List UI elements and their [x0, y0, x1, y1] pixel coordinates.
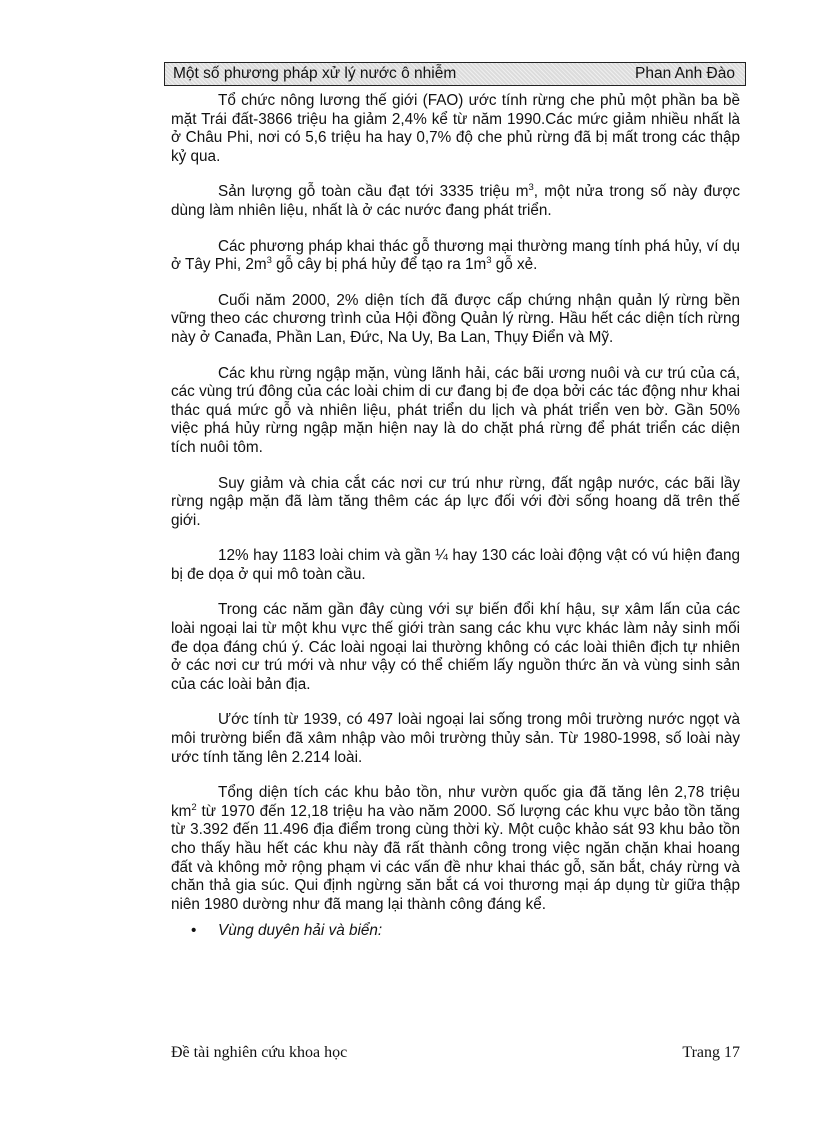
paragraph-threatened-species: 12% hay 1183 loài chim và gần ¼ hay 130 các loài động vật có vú hiện đang bị đe dọa ở qui mô toàn cầu. — [171, 547, 740, 583]
bullet-icon: • — [191, 922, 197, 940]
header-title: Một số phương pháp xử lý nước ô nhiễm — [173, 65, 457, 82]
footer-left: Đề tài nghiên cứu khoa học — [171, 1044, 348, 1061]
paragraph-wood-production: Sản lượng gỗ toàn cầu đạt tới 3335 triệu $m^3$, một nửa trong số này được dùng làm nhiên liệu, nhất là ở các nước đang phát triển. — [171, 182, 740, 219]
paragraph-protected-areas: Tổng diện tích các khu bảo tồn, như vườn quốc gia đã tăng lên 2,78 triệu $km^2$ từ 1970 đến 12,18 triệu ha vào năm 2000. Số lượng các khu vực bảo tồn tăng từ 3.392 đến 11.496 địa điểm trong cùng thời kỳ. Một cuộc khảo sát 93 khu bảo tồn cho thấy hầu hết các khu này đã rất thành công trong việc ngăn chặn khai hoang đất và không mở rộng phạm vi các vấn đề như khai thác gỗ, săn bắt, cháy rừng và chăn thả gia súc. Qui định ngừng săn bắt cá voi thương mại áp dụng từ giữa thập niên 1980 dường như đã mang lại thành công đáng kể. — [171, 784, 740, 913]
page-header — [164, 62, 746, 86]
page-footer — [171, 1044, 740, 1062]
page-number: Trang 17 — [682, 1044, 740, 1061]
bullet-coastal-marine — [171, 922, 740, 941]
paragraph-fao-forest: Tổ chức nông lương thế giới (FAO) ước tính rừng che phủ một phần ba bề mặt Trái đất-3866 triệu ha giảm 2,4% kể từ năm 1990.Các mức giảm nhiều nhất là ở Châu Phi, nơi có 5,6 triệu ha hay 0,7% độ che phủ rừng đã bị mất trong các thập kỷ qua. — [171, 92, 740, 165]
paragraph-logging-methods: Các phương pháp khai thác gỗ thương mại thường mang tính phá hủy, ví dụ ở Tây Phi, $2m^3$ gỗ cây bị phá hủy để tạo ra $1m^3$ gỗ xẻ. — [171, 237, 740, 274]
paragraph-alien-species-count: Ước tính từ 1939, có 497 loài ngoại lai sống trong môi trường nước ngọt và môi trường biển đã xâm nhập vào môi trường thủy sản. Từ 1980-1998, số loài này ước tính tăng lên 2.214 loài. — [171, 711, 740, 766]
body-text — [171, 92, 740, 941]
bullet-text: Vùng duyên hải và biển: — [218, 922, 383, 940]
header-author: Phan Anh Đào — [635, 65, 735, 82]
paragraph-mangroves: Các khu rừng ngập mặn, vùng lãnh hải, các bãi ương nuôi và cư trú của cá, các vùng trú đông của các loài chim di cư đang bị đe dọa bởi các tác động như khai thác quá mức gỗ và nhiên liệu, phát triển du lịch và phát triển ven bờ. Gần 50% việc phá hủy rừng ngập mặn hiện nay là do chặt phá rừng để phát triển các diện tích nuôi tôm. — [171, 364, 740, 456]
paragraph-invasive-species: Trong các năm gần đây cùng với sự biến đổi khí hậu, sự xâm lấn của các loài ngoại lai từ một khu vực thế giới tràn sang các khu vực khác làm nảy sinh mối đe dọa đáng chú ý. Các loài ngoại lai thường không có các loài thiên địch tự nhiên ở các nơi cư trú mới và như vậy có thể chiếm lấy nguồn thức ăn và vùng sinh sản của các loài bản địa. — [171, 601, 740, 693]
paragraph-habitat-loss: Suy giảm và chia cắt các nơi cư trú như rừng, đất ngập nước, các bãi lầy rừng ngập mặn đã làm tăng thêm các áp lực đối với đời sống hoang dã trên thế giới. — [171, 474, 740, 529]
paragraph-certified-forest: Cuối năm 2000, 2% diện tích đã được cấp chứng nhận quản lý rừng bền vững theo các chương trình của Hội đồng Quản lý rừng. Hầu hết các diện tích rừng này ở Canađa, Phần Lan, Đức, Na Uy, Ba Lan, Thụy Điển và Mỹ. — [171, 291, 740, 346]
